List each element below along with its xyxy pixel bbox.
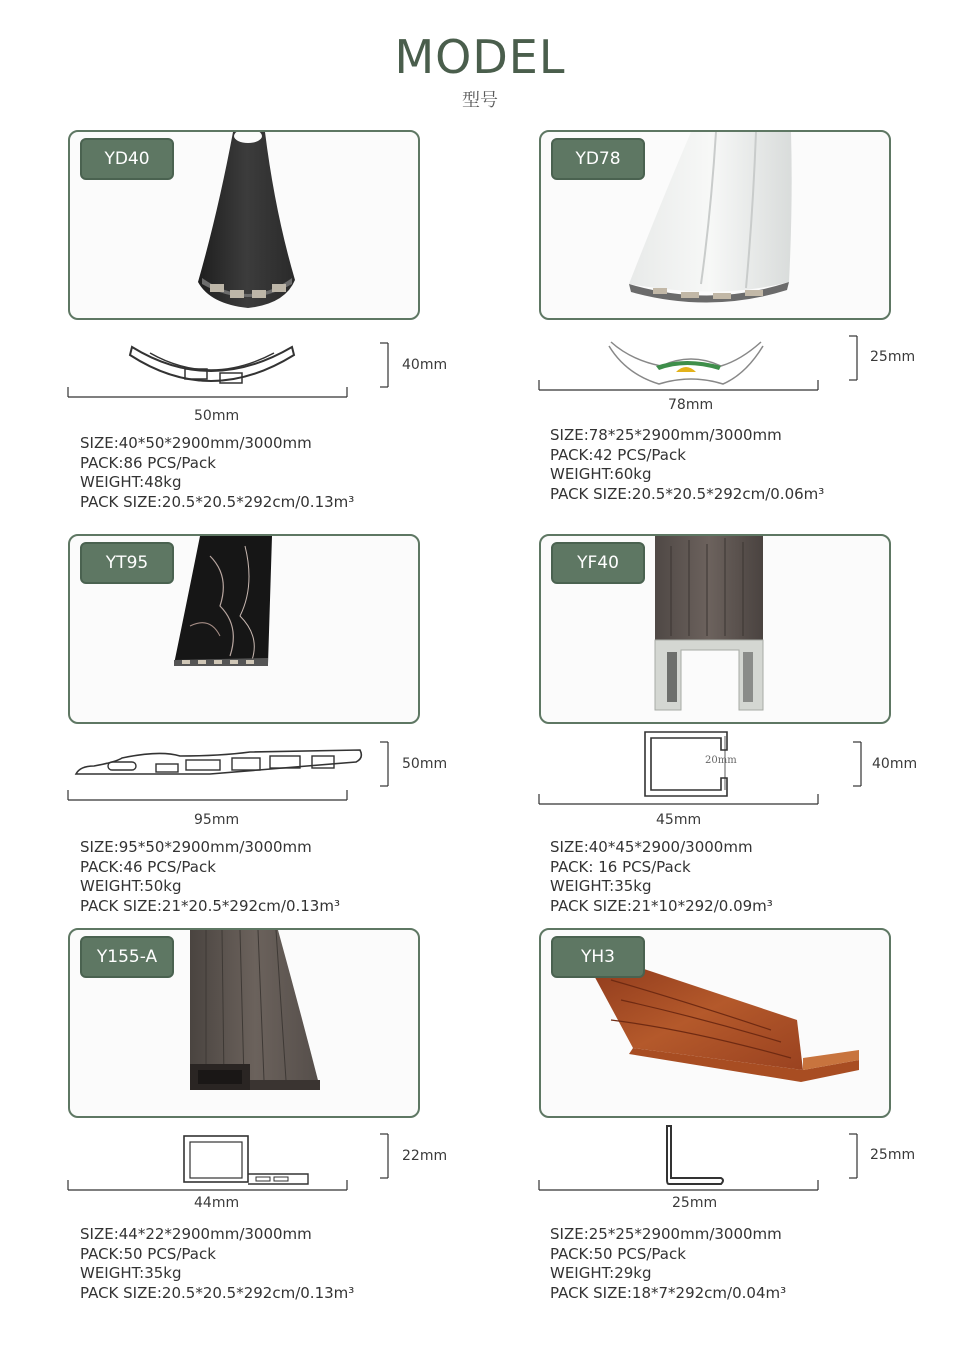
spec-size: SIZE:40*45*2900/3000mm [550, 838, 753, 856]
spec-pack: PACK:50 PCS/Pack [550, 1244, 686, 1263]
cross-section-drawing [60, 738, 400, 808]
spec-size: SIZE:78*25*2900mm/3000mm [550, 426, 782, 444]
spec-pack: PACK:86 PCS/Pack [80, 453, 216, 472]
model-badge: YH3 [551, 936, 645, 978]
model-badge: YF40 [551, 542, 645, 584]
height-dimension: 40mm [872, 756, 918, 772]
spec-size: SIZE:40*50*2900mm/3000mm [80, 434, 312, 452]
cross-section-drawing [531, 330, 871, 400]
spec-list [550, 1225, 786, 1303]
spec-pack: PACK: 16 PCS/Pack [550, 857, 691, 876]
spec-weight: WEIGHT:60kg [550, 465, 652, 483]
width-dimension: 50mm [194, 408, 240, 424]
spec-pack-size: PACK SIZE:20.5*20.5*292cm/0.06m³ [550, 484, 825, 503]
spec-weight: WEIGHT:48kg [80, 473, 182, 491]
spec-pack: PACK:50 PCS/Pack [80, 1244, 216, 1263]
model-badge: YT95 [80, 542, 174, 584]
model-badge: Y155-A [80, 936, 174, 978]
page-subtitle: 型号 [462, 90, 498, 111]
spec-pack-size: PACK SIZE:20.5*20.5*292cm/0.13m³ [80, 492, 355, 511]
spec-list [80, 1225, 354, 1303]
spec-pack-size: PACK SIZE:21*20.5*292cm/0.13m³ [80, 896, 340, 915]
height-dimension: 40mm [402, 357, 448, 373]
spec-list [550, 426, 824, 504]
height-dimension: 22mm [402, 1148, 448, 1164]
model-badge: YD78 [551, 138, 645, 180]
spec-pack-size: PACK SIZE:18*7*292cm/0.04m³ [550, 1283, 787, 1302]
product-card-yd40 [68, 130, 420, 320]
width-dimension: 95mm [194, 812, 240, 828]
cross-section-drawing [531, 1122, 871, 1192]
product-card-y155a [68, 928, 420, 1118]
product-card-yh3 [539, 928, 891, 1118]
width-dimension: 45mm [656, 812, 702, 828]
width-dimension: 25mm [672, 1195, 718, 1211]
height-dimension: 25mm [870, 1147, 916, 1163]
spec-size: SIZE:95*50*2900mm/3000mm [80, 838, 312, 856]
spec-weight: WEIGHT:35kg [80, 1264, 182, 1282]
spec-pack-size: PACK SIZE:21*10*292/0.09m³ [550, 896, 773, 915]
spec-weight: WEIGHT:50kg [80, 877, 182, 895]
spec-weight: WEIGHT:35kg [550, 877, 652, 895]
width-dimension: 44mm [194, 1195, 240, 1211]
spec-size: SIZE:25*25*2900mm/3000mm [550, 1225, 782, 1243]
spec-weight: WEIGHT:29kg [550, 1264, 652, 1282]
product-card-yf40 [539, 534, 891, 724]
spec-list [80, 838, 340, 916]
inner-dimension: 20mm [705, 755, 737, 766]
product-card-yd78 [539, 130, 891, 320]
spec-list [80, 434, 354, 512]
model-badge: YD40 [80, 138, 174, 180]
cross-section-drawing [60, 335, 400, 405]
spec-list [550, 838, 773, 916]
spec-pack-size: PACK SIZE:20.5*20.5*292cm/0.13m³ [80, 1283, 355, 1302]
spec-pack: PACK:46 PCS/Pack [80, 857, 216, 876]
height-dimension: 50mm [402, 756, 448, 772]
height-dimension: 25mm [870, 349, 916, 365]
cross-section-drawing [531, 730, 871, 810]
page-title: MODEL [394, 30, 566, 84]
spec-size: SIZE:44*22*2900mm/3000mm [80, 1225, 312, 1243]
width-dimension: 78mm [668, 397, 714, 413]
spec-pack: PACK:42 PCS/Pack [550, 445, 686, 464]
product-card-yt95 [68, 534, 420, 724]
cross-section-drawing [60, 1130, 400, 1200]
